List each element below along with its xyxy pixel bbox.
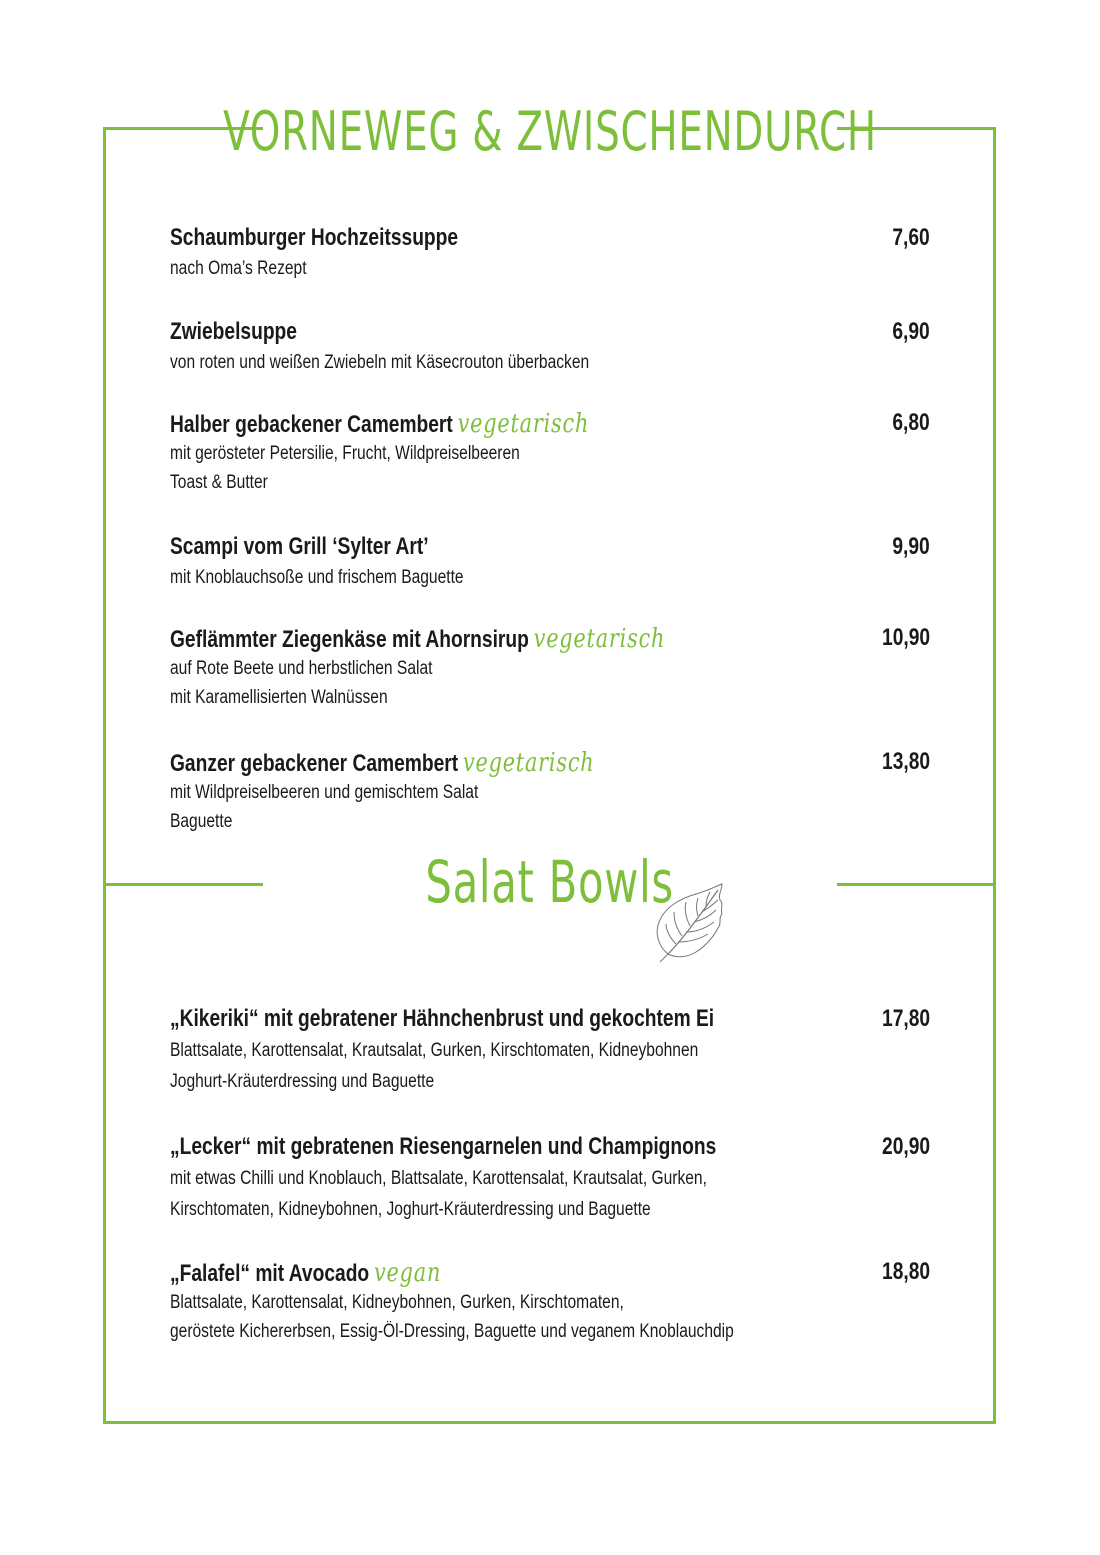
item-price: 6,80 xyxy=(892,409,930,436)
item-desc-line: Blattsalate, Karottensalat, Kidneybohnen, Gurken, Kirschtomaten, xyxy=(170,1292,624,1313)
item-price: 17,80 xyxy=(881,1005,930,1032)
item-desc-line: mit Karamellisierten Walnüssen xyxy=(170,687,388,708)
vegetarian-tag: vegetarisch xyxy=(457,409,590,439)
frame-right xyxy=(993,127,996,1424)
section-title-text: VORNEWEG & ZWISCHENDURCH xyxy=(223,100,877,163)
item-desc-line: von roten und weißen Zwiebeln mit Käsecrouton überbacken xyxy=(170,352,590,373)
section-title-vorneweg xyxy=(0,100,1100,163)
item-name xyxy=(170,224,458,252)
item-desc-line: Toast & Butter xyxy=(170,472,268,493)
menu-item xyxy=(170,409,930,497)
item-name xyxy=(170,624,665,654)
frame-left xyxy=(103,127,106,1424)
menu-item xyxy=(170,624,930,712)
leaf-icon xyxy=(652,882,732,966)
menu-item xyxy=(170,224,930,283)
menu-item xyxy=(170,1005,930,1097)
item-desc-line: Blattsalate, Karottensalat, Krautsalat, Gurken, Kirschtomaten, Kidneybohnen xyxy=(170,1040,699,1061)
item-name-text: „Lecker“ mit gebratenen Riesengarnelen und Champignons xyxy=(170,1133,717,1160)
menu-item xyxy=(170,748,930,836)
item-price: 20,90 xyxy=(881,1133,930,1160)
item-name-text: Zwiebelsuppe xyxy=(170,318,297,345)
item-price: 7,60 xyxy=(892,224,930,251)
item-name-text: „Falafel“ mit Avocado xyxy=(170,1260,370,1287)
item-name xyxy=(170,1258,441,1288)
item-name xyxy=(170,1133,716,1161)
item-desc-line: auf Rote Beete und herbstlichen Salat xyxy=(170,658,433,679)
item-name-text: Geflämmter Ziegenkäse mit Ahornsirup xyxy=(170,626,529,653)
item-price: 13,80 xyxy=(881,748,930,775)
item-name-text: Halber gebackener Camembert xyxy=(170,411,453,438)
section-title-text: Salat Bowls xyxy=(425,848,675,916)
item-name xyxy=(170,1005,714,1033)
item-price: 6,90 xyxy=(892,318,930,345)
menu-item xyxy=(170,1133,930,1225)
item-desc-line: Joghurt-Kräuterdressing und Baguette xyxy=(170,1071,435,1092)
item-desc-line: nach Oma’s Rezept xyxy=(170,258,307,279)
menu-item xyxy=(170,533,930,592)
item-price: 18,80 xyxy=(881,1258,930,1285)
item-price: 9,90 xyxy=(892,533,930,560)
item-name xyxy=(170,533,429,561)
item-name-text: Scampi vom Grill ‘Sylter Art’ xyxy=(170,533,429,560)
vegan-tag: vegan xyxy=(373,1258,442,1288)
item-name xyxy=(170,748,594,778)
item-desc-line: mit gerösteter Petersilie, Frucht, Wildpreiselbeeren xyxy=(170,443,520,464)
item-desc-line: mit Wildpreiselbeeren und gemischtem Salat xyxy=(170,782,479,803)
item-name xyxy=(170,318,297,346)
frame-bottom xyxy=(103,1421,996,1424)
vegetarian-tag: vegetarisch xyxy=(462,748,595,778)
section-title-salat-bowls xyxy=(0,848,1100,916)
menu-item xyxy=(170,318,930,377)
menu-item xyxy=(170,1258,930,1346)
item-name xyxy=(170,409,589,439)
vegetarian-tag: vegetarisch xyxy=(533,624,666,654)
item-price: 10,90 xyxy=(881,624,930,651)
item-desc-line: geröstete Kichererbsen, Essig-Öl-Dressing, Baguette und veganem Knoblauchdip xyxy=(170,1321,734,1342)
item-name-text: Schaumburger Hochzeitssuppe xyxy=(170,224,459,251)
item-desc-line: mit etwas Chilli und Knoblauch, Blattsalate, Karottensalat, Krautsalat, Gurken, xyxy=(170,1168,707,1189)
item-desc-line: Kirschtomaten, Kidneybohnen, Joghurt-Kräuterdressing und Baguette xyxy=(170,1199,651,1220)
item-desc-line: mit Knoblauchsoße und frischem Baguette xyxy=(170,567,464,588)
item-name-text: Ganzer gebackener Camembert xyxy=(170,750,459,777)
item-name-text: „Kikeriki“ mit gebratener Hähnchenbrust und gekochtem Ei xyxy=(170,1005,715,1032)
item-desc-line: Baguette xyxy=(170,811,233,832)
